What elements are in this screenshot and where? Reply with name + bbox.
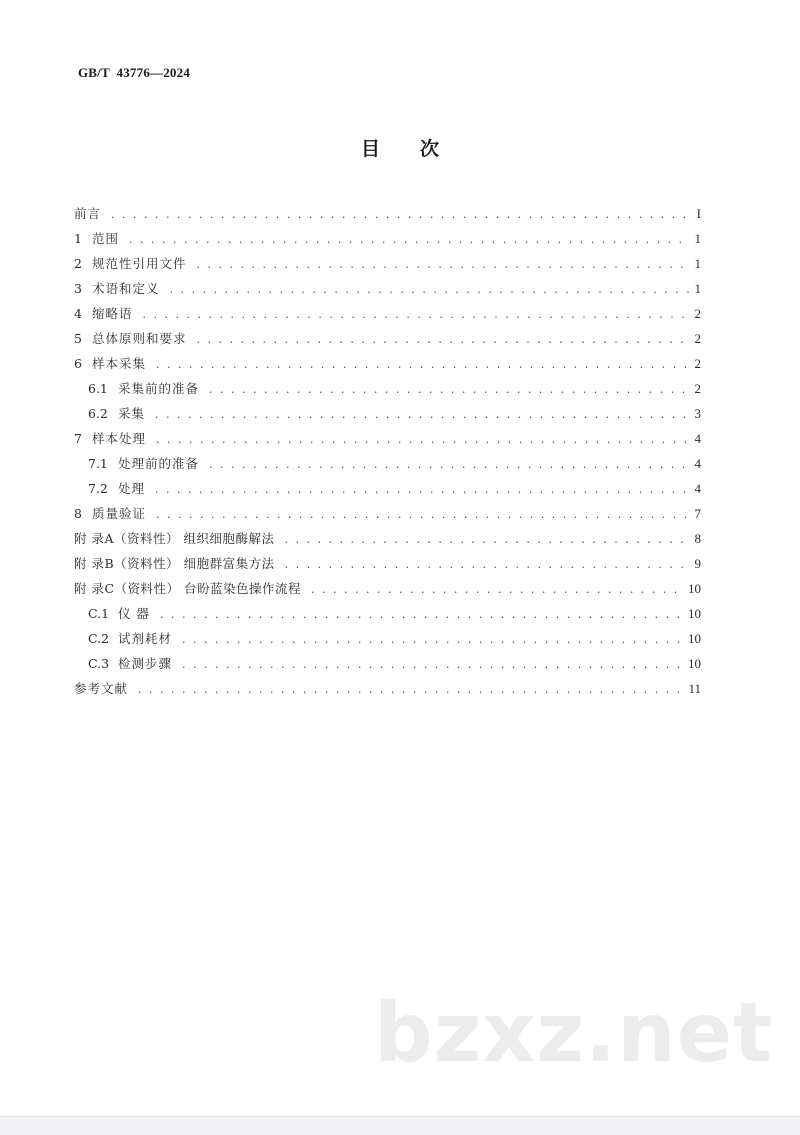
toc-entry-page: 7 bbox=[694, 506, 701, 521]
toc-entry[interactable] bbox=[74, 501, 701, 526]
toc-entry-page: 4 bbox=[694, 431, 701, 446]
toc-entry-page: I bbox=[696, 206, 701, 221]
toc-entry-label: 缩略语 bbox=[92, 306, 133, 321]
toc-entry[interactable] bbox=[74, 401, 701, 426]
toc-entry-label: 仪 器 bbox=[118, 606, 150, 621]
toc-entry-label: 术语和定义 bbox=[92, 281, 160, 296]
toc-entry-page: 10 bbox=[688, 631, 701, 646]
toc-entry-label: 规范性引用文件 bbox=[92, 256, 187, 271]
toc-entry[interactable] bbox=[74, 351, 701, 376]
toc-entry-label: 样本处理 bbox=[92, 431, 147, 446]
toc-entry-number: 7.2 bbox=[88, 481, 108, 496]
toc-leader-dots bbox=[155, 477, 688, 502]
toc-entry[interactable] bbox=[74, 651, 701, 676]
toc-entry-number: 7 bbox=[74, 431, 82, 446]
toc-entry-page: 2 bbox=[694, 381, 701, 396]
toc-leader-dots bbox=[311, 577, 682, 602]
toc-entry[interactable] bbox=[74, 576, 701, 601]
toc-entry[interactable] bbox=[74, 251, 701, 276]
toc-entry[interactable] bbox=[74, 301, 701, 326]
toc-entry-page: 9 bbox=[694, 556, 701, 571]
document-code: GB/T 43776—2024 bbox=[78, 65, 191, 80]
toc-entry-number: C.3 bbox=[88, 656, 110, 671]
toc-leader-dots bbox=[111, 202, 691, 227]
toc-entry[interactable] bbox=[74, 326, 701, 351]
toc-entry-page: 1 bbox=[694, 281, 701, 296]
watermark-logo: bzxz.net bbox=[374, 986, 774, 1081]
toc-entry-number: 3 bbox=[74, 281, 82, 296]
toc-leader-dots bbox=[209, 452, 688, 477]
toc-entry-page: 10 bbox=[688, 581, 701, 596]
toc-leader-dots bbox=[129, 227, 688, 252]
toc-entry-page: 1 bbox=[694, 256, 701, 271]
toc-leader-dots bbox=[143, 302, 689, 327]
toc-leader-dots bbox=[209, 377, 688, 402]
toc-leader-dots bbox=[170, 277, 689, 302]
toc-entry[interactable] bbox=[74, 476, 701, 501]
toc-entry[interactable] bbox=[74, 451, 701, 476]
toc-entry-page: 10 bbox=[688, 656, 701, 671]
toc-entry-page: 2 bbox=[694, 356, 701, 371]
toc-entry[interactable] bbox=[74, 676, 701, 701]
toc-entry-page: 4 bbox=[694, 481, 701, 496]
toc-entry-label: 附 录B（资料性） 细胞群富集方法 bbox=[74, 556, 275, 571]
toc-entry-label: 前言 bbox=[74, 206, 102, 221]
toc-title: 目次 bbox=[360, 138, 479, 160]
table-of-contents bbox=[74, 201, 701, 701]
toc-entry[interactable] bbox=[74, 526, 701, 551]
toc-leader-dots bbox=[156, 427, 688, 452]
toc-entry-label: 试剂耗材 bbox=[118, 631, 173, 646]
toc-entry-number: C.1 bbox=[88, 606, 110, 621]
toc-leader-dots bbox=[197, 327, 689, 352]
toc-entry[interactable] bbox=[74, 276, 701, 301]
toc-entry-label: 范围 bbox=[92, 231, 120, 246]
toc-leader-dots bbox=[284, 527, 688, 552]
toc-leader-dots bbox=[138, 677, 682, 702]
toc-leader-dots bbox=[285, 552, 689, 577]
toc-entry-page: 2 bbox=[694, 331, 701, 346]
toc-entry-number: 6.2 bbox=[88, 406, 108, 421]
toc-entry-label: 质量验证 bbox=[92, 506, 147, 521]
toc-entry-number: 4 bbox=[74, 306, 82, 321]
toc-entry[interactable] bbox=[74, 201, 701, 226]
toc-leader-dots bbox=[160, 602, 682, 627]
toc-entry[interactable] bbox=[74, 551, 701, 576]
toc-entry-label: 采集 bbox=[118, 406, 146, 421]
toc-entry[interactable] bbox=[74, 226, 701, 251]
toc-entry-label: 附 录A（资料性） 组织细胞酶解法 bbox=[74, 531, 275, 546]
toc-leader-dots bbox=[197, 252, 689, 277]
toc-leader-dots bbox=[156, 502, 688, 527]
toc-entry-number: 6.1 bbox=[88, 381, 108, 396]
toc-entry-page: 4 bbox=[694, 456, 701, 471]
toc-entry-page: 1 bbox=[694, 231, 701, 246]
toc-entry-page: 11 bbox=[688, 681, 701, 696]
toc-entry-number: 1 bbox=[74, 231, 82, 246]
toc-entry[interactable] bbox=[74, 626, 701, 651]
toc-entry-label: 处理前的准备 bbox=[118, 456, 200, 471]
toc-entry-number: 5 bbox=[74, 331, 82, 346]
toc-entry-number: C.2 bbox=[88, 631, 110, 646]
toc-entry-page: 8 bbox=[694, 531, 701, 546]
toc-leader-dots bbox=[155, 402, 688, 427]
toc-leader-dots bbox=[182, 627, 682, 652]
toc-entry-label: 样本采集 bbox=[92, 356, 147, 371]
toc-entry[interactable] bbox=[74, 376, 701, 401]
toc-leader-dots bbox=[182, 652, 682, 677]
toc-entry-label: 处理 bbox=[118, 481, 146, 496]
toc-entry-label: 总体原则和要求 bbox=[92, 331, 187, 346]
toc-entry-page: 10 bbox=[688, 606, 701, 621]
toc-entry-label: 采集前的准备 bbox=[118, 381, 200, 396]
toc-entry-number: 8 bbox=[74, 506, 82, 521]
toc-entry-label: 检测步骤 bbox=[118, 656, 173, 671]
toc-entry-number: 7.1 bbox=[88, 456, 108, 471]
toc-entry-number: 6 bbox=[74, 356, 82, 371]
viewer-bottom-bar bbox=[0, 1116, 800, 1135]
toc-entry-number: 2 bbox=[74, 256, 82, 271]
toc-entry[interactable] bbox=[74, 426, 701, 451]
toc-leader-dots bbox=[156, 352, 688, 377]
toc-entry-label: 参考文献 bbox=[74, 681, 129, 696]
toc-entry-label: 附 录C（资料性） 台盼蓝染色操作流程 bbox=[74, 581, 302, 596]
toc-entry-page: 3 bbox=[694, 406, 701, 421]
toc-entry[interactable] bbox=[74, 601, 701, 626]
toc-entry-page: 2 bbox=[694, 306, 701, 321]
